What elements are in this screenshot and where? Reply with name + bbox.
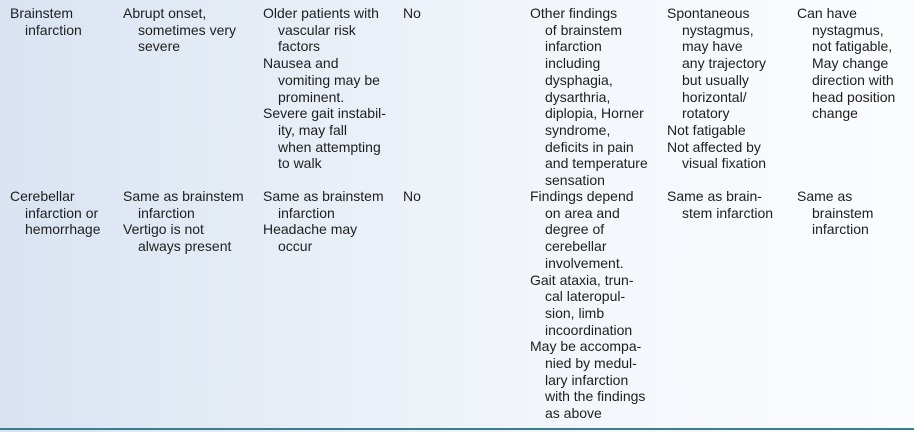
cell-line: Not affected by: [667, 138, 761, 155]
cell-entry: [10, 188, 118, 238]
cell-line: lary infarction: [545, 371, 629, 388]
cell-line: when attempting: [278, 138, 381, 155]
cell-entry: [10, 5, 118, 38]
cell-line: May change: [812, 55, 889, 72]
cell-line: Brainstem: [10, 5, 74, 21]
cell-entry: [530, 272, 660, 339]
cell-line: infarction: [545, 38, 602, 55]
cell-line: severe: [138, 38, 181, 55]
cell-line: to walk: [278, 155, 322, 172]
cell-entry: [797, 188, 912, 238]
cell-line: involvement.: [545, 254, 624, 271]
findings-cell: [530, 188, 660, 422]
cell-line: with the findings: [545, 388, 646, 405]
onset-cell: [123, 5, 258, 55]
cell-line: Other findings: [530, 5, 618, 21]
features-cell: [263, 188, 398, 255]
cell-line: nystagmus,: [682, 21, 754, 38]
cell-line: nied by medul-: [545, 355, 637, 372]
cell-line: Findings depend: [530, 188, 634, 204]
cell-entry: [403, 188, 443, 205]
cell-line: deficits in pain: [545, 138, 634, 155]
cell-line: infarction: [138, 204, 195, 221]
cell-line: Gait ataxia, trun-: [530, 271, 634, 288]
cell-line: any trajectory: [682, 55, 767, 72]
cell-line: stem infarction: [682, 204, 774, 221]
condition-cell: [10, 5, 118, 38]
cell-entry: [123, 188, 258, 221]
cell-line: direction with: [812, 71, 894, 88]
cell-line: prominent.: [278, 88, 345, 105]
cell-line: incoordination: [545, 321, 633, 338]
findings-cell: [530, 5, 660, 189]
cell-entry: [263, 188, 398, 221]
cell-line: Cerebellar: [10, 188, 75, 204]
cell-line: head position: [812, 88, 896, 105]
cell-line: Same as brainstem: [263, 188, 384, 204]
cell-line: diplopia, Horner: [545, 105, 644, 122]
cell-line: Nausea and: [263, 55, 339, 72]
cell-line: factors: [278, 38, 321, 55]
cell-line: and temperature: [545, 155, 648, 172]
cell-line: infarction: [812, 221, 869, 238]
features-cell: [263, 5, 398, 172]
cell-line: hemorrhage: [25, 221, 101, 238]
cell-line: infarction: [25, 21, 82, 38]
cell-line: Can have: [797, 5, 857, 21]
cell-line: vomiting may be: [278, 71, 380, 88]
cell-line: Spontaneous: [667, 5, 750, 21]
cell-entry: [263, 5, 398, 55]
cell-line: Same as: [797, 188, 853, 204]
cell-line: vascular risk: [278, 21, 356, 38]
cell-line: change: [812, 105, 858, 122]
cell-entry: [123, 221, 258, 254]
cell-entry: [263, 221, 398, 254]
cell-line: No: [403, 5, 421, 21]
cell-entry: [667, 188, 792, 221]
cell-line: visual fixation: [682, 155, 767, 172]
cell-line: occur: [278, 238, 313, 255]
cell-line: dysphagia,: [545, 71, 613, 88]
cell-line: Severe gait instabil-: [263, 105, 386, 122]
cell-line: not fatigable,: [812, 38, 893, 55]
condition-cell: [10, 188, 118, 238]
cell-line: syndrome,: [545, 121, 611, 138]
positional-cell: [797, 5, 912, 122]
cell-line: including: [545, 55, 601, 72]
cell-line: Abrupt onset,: [123, 5, 207, 21]
cell-line: ity, may fall: [278, 121, 347, 138]
cell-line: May be accompa-: [530, 338, 642, 355]
cell-entry: [263, 55, 398, 105]
cell-line: sometimes very: [138, 21, 237, 38]
cell-line: cerebellar: [545, 238, 607, 255]
cell-line: of brainstem: [545, 21, 623, 38]
positional-cell: [797, 188, 912, 238]
cell-line: Not fatigable: [667, 121, 746, 138]
cell-entry: [403, 5, 443, 22]
cell-line: dysarthria,: [545, 88, 611, 105]
cell-line: brainstem: [812, 204, 874, 221]
cell-line: sensation: [545, 172, 605, 189]
cell-line: on area and: [545, 204, 620, 221]
cell-line: but usually: [682, 71, 749, 88]
cell-line: Older patients with: [263, 5, 379, 21]
cell-line: sion, limb: [545, 304, 605, 321]
cell-entry: [797, 5, 912, 122]
cell-line: degree of: [545, 221, 605, 238]
cell-line: Same as brainstem: [123, 188, 244, 204]
cell-entry: [667, 5, 792, 122]
onset-cell: [123, 188, 258, 255]
cell-entry: [530, 5, 660, 189]
cell-line: infarction: [278, 204, 335, 221]
nystagmus-cell: [667, 5, 792, 172]
col4-cell: [403, 5, 443, 22]
cell-line: Vertigo is not: [123, 221, 204, 238]
cell-line: horizontal/: [682, 88, 747, 105]
cell-line: may have: [682, 38, 743, 55]
cell-line: cal lateropul-: [545, 288, 626, 305]
cell-line: nystagmus,: [812, 21, 884, 38]
cell-entry: [667, 122, 792, 139]
cell-line: Headache may: [263, 221, 358, 238]
cell-line: always present: [138, 238, 232, 255]
cell-line: infarction or: [25, 204, 99, 221]
cell-entry: [530, 188, 660, 272]
col4-cell: [403, 188, 443, 205]
cell-entry: [530, 338, 660, 422]
cell-line: as above: [545, 405, 602, 422]
cell-line: Same as brain-: [667, 188, 762, 204]
cell-entry: [123, 5, 258, 55]
cell-line: No: [403, 188, 421, 204]
bottom-rule: [0, 428, 914, 430]
nystagmus-cell: [667, 188, 792, 221]
cell-line: rotatory: [682, 105, 730, 122]
cell-entry: [667, 139, 792, 172]
cell-entry: [263, 105, 398, 172]
